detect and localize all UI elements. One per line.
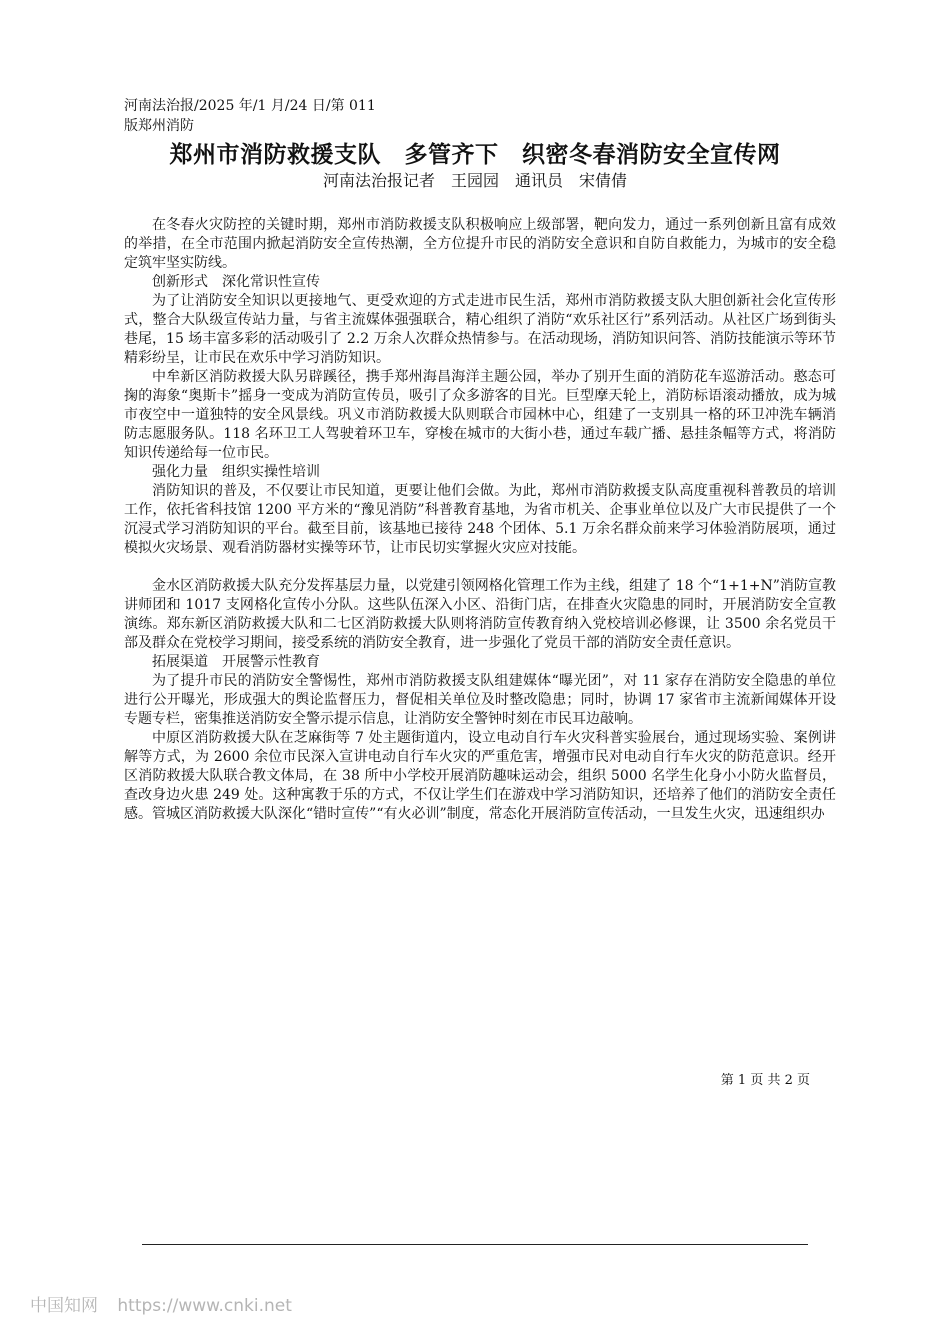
paragraph: 中牟新区消防救援大队另辟蹊径，携手郑州海昌海洋主题公园，举办了别开生面的消防花车巡游活动。憨态可掬的海象“奥斯卡”摇身一变成为消防宣传员，吸引了众多游客的目光。巨型摩天轮上，消防标语滚动播放，成为城市夜空中一道独特的安全风景线。巩义市消防救援大队则联合市园林中心，组建了一支别具一格的环卫冲洗车辆消防志愿服务队。118 名环卫工人驾驶着环卫车，穿梭在城市的大街小巷，通过车载广播、悬挂条幅等方式，将消防知识传递给每一位市民。 — [124, 369, 836, 461]
article-title: 郑州市消防救援支队 多管齐下 织密冬春消防安全宣传网 — [169, 142, 781, 168]
section-heading-innovation: 创新形式 深化常识性宣传 — [152, 274, 320, 290]
cnki-watermark — [30, 1294, 292, 1318]
watermark-brand: 中国知网 — [30, 1296, 98, 1316]
paragraph: 消防知识的普及，不仅要让市民知道，更要让他们会做。为此，郑州市消防救援支队高度重视科普教员的培训工作，依托省科技馆 1200 平方米的“豫见消防”科普教育基地，为省市机关、企事业单位以及广大市民提供了一个沉浸式学习消防知识的平台。截至目前，该基地已接待 248 个团体、5.1 万余名群众前来学习体验消防展项，通过模拟火灾场景、观看消防器材实操等环节，让市民切实掌握火灾应对技能。 — [124, 483, 836, 556]
section-heading-channels: 拓展渠道 开展警示性教育 — [152, 654, 320, 670]
source-line-2: 版郑州消防 — [124, 118, 194, 134]
publication-source — [124, 96, 424, 136]
paragraph: 为了让消防安全知识以更接地气、更受欢迎的方式走进市民生活，郑州市消防救援支队大胆创新社会化宣传形式，整合大队级宣传站力量，与省主流媒体强强联合，精心组织了消防“欢乐社区行”系列活动。从社区广场到街头巷尾，15 场丰富多彩的活动吸引了 2.2 万余人次群众热情参与。在活动现场，消防知识问答、消防技能演示等环节精彩纷呈，让市民在欢乐中学习消防知识。 — [124, 293, 836, 366]
paragraph: 金水区消防救援大队充分发挥基层力量，以党建引领网格化管理工作为主线，组建了 18 个“1+1+N”消防宣教讲师团和 1017 支网格化宣传小分队。这些队伍深入小区、沿街门店，在排查火灾隐患的同时，开展消防安全宣教演练。郑东新区消防救援大队和二七区消防救援大队则将消防宣传教育纳入党校培训必修课，让 3500 余名党员干部及群众在党校学习期间，接受系统的消防安全教育，进一步强化了党员干部的消防安全责任意识。 — [124, 578, 836, 651]
paragraph-spacer — [124, 558, 836, 577]
paragraph: 中原区消防救援大队在芝麻街等 7 处主题街道内，设立电动自行车火灾科普实验展台，通过现场实验、案例讲解等方式，为 2600 余位市民深入宣讲电动自行车火灾的严重危害，增强市民对电动自行车火灾的防范意识。经开区消防救援大队联合教文体局，在 38 所中小学校开展消防趣味运动会，组织 5000 名学生化身小小防火监督员，查改身边火患 249 处。这种寓教于乐的方式，不仅让学生们在游戏中学习消防知识，还培养了他们的消防安全责任感。管城区消防救援大队深化“错时宣传”“有火必训”制度，常态化开展消防宣传活动，一旦发生火灾，迅速组织办 — [124, 730, 836, 822]
paragraph-intro: 在冬春火灾防控的关键时期，郑州市消防救援支队积极响应上级部署，靶向发力，通过一系列创新且富有成效的举措，在全市范围内掀起消防安全宣传热潮，全方位提升市民的消防安全意识和自防自救能力，为城市的安全稳定筑牢坚实防线。 — [124, 217, 836, 271]
paragraph: 为了提升市民的消防安全警惕性，郑州市消防救援支队组建媒体“曝光团”，对 11 家存在消防安全隐患的单位进行公开曝光，形成强大的舆论监督压力，督促相关单位及时整改隐患；同时，协调 17 家省市主流新闻媒体开设专题专栏，密集推送消防安全警示提示信息，让消防安全警钟时刻在市民耳边敲响。 — [124, 673, 836, 727]
page-number: 第 1 页 共 2 页 — [720, 1073, 810, 1088]
watermark-url: https://www.cnki.net — [117, 1296, 292, 1316]
footer-divider — [142, 1244, 808, 1245]
section-heading-training: 强化力量 组织实操性培训 — [152, 464, 320, 480]
article-body — [124, 216, 836, 824]
article-byline: 河南法治报记者 王园园 通讯员 宋倩倩 — [322, 171, 627, 190]
source-line-1: 河南法治报/2025 年/1 月/24 日/第 011 — [124, 98, 376, 114]
